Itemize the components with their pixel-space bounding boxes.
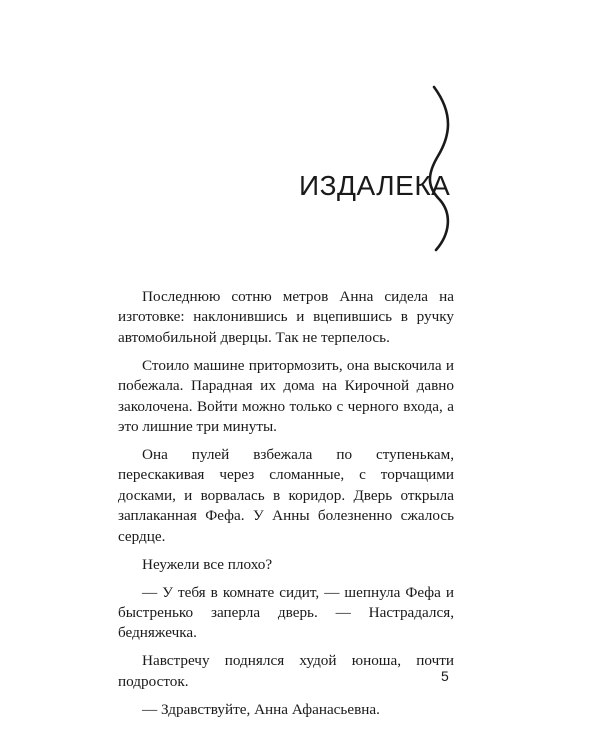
chapter-title: ИЗДАЛЕКА [299,170,451,201]
page-number: 5 [441,668,449,684]
paragraph-1: Последнюю сотню метров Анна сидела на изготовке: наклонившись и вцепившись в ручку автомобильной дверцы. Так не терпелось. [118,288,454,346]
paragraph-6: Навстречу поднялся худой юноша, почти подросток. [118,652,454,690]
paragraph-2: Стоило машине притормозить, она выскочила и побежала. Парадная их дома на Кирочной давно заколочена. Войти можно только с черного входа, а это лишние три минуты. [118,356,454,436]
paragraph-7: — Здравствуйте, Анна Афанасьевна. [142,700,380,718]
chapter-body [118,287,454,720]
paragraph-5: — У тебя в комнате сидит, — шепнула Фефа и быстренько заперла дверь. — Настрадался, бедняжечка. [118,583,454,642]
paragraph-4: Неужели все плохо? [142,555,273,573]
paragraph-3: Она пулей взбежала по ступенькам, перескакивая через сломанные, с торчащими досками, и ворвалась в коридор. Дверь открыла заплаканная Фефа. У Анны болезненно сжалось сердце. [118,446,454,545]
